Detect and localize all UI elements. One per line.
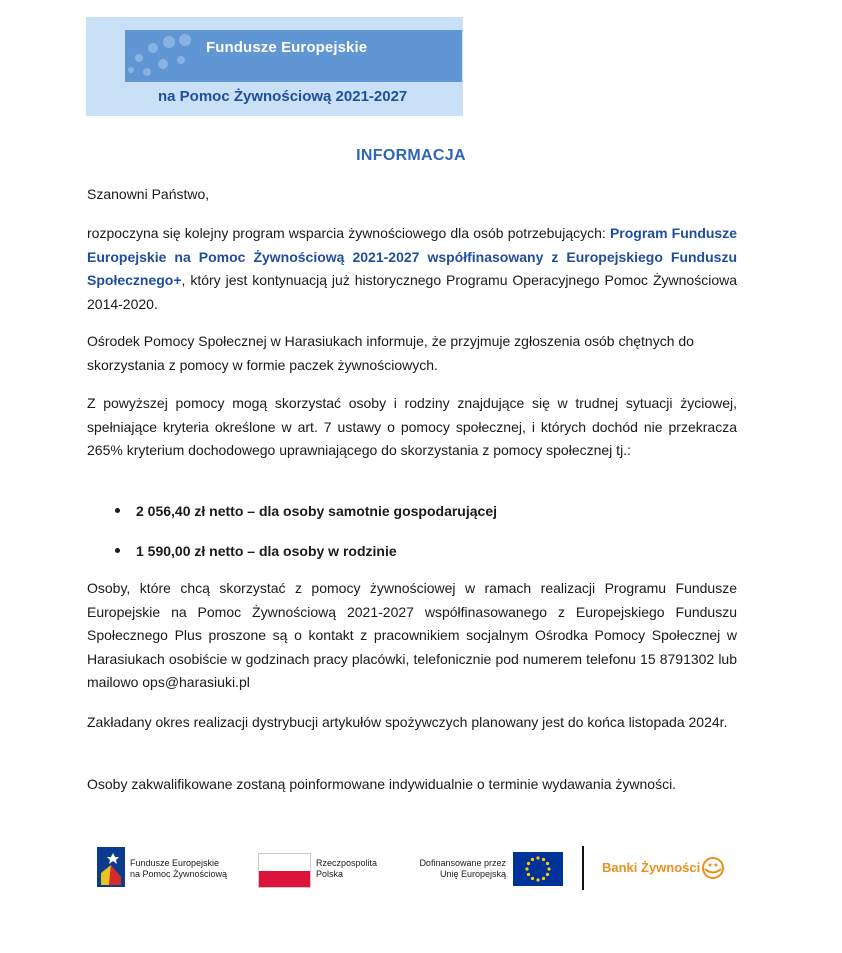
header-subtitle: na Pomoc Żywnościową 2021-2027: [158, 88, 408, 105]
paragraph-criteria: Z powyższej pomocy mogą skorzystać osoby i rodziny znajdujące się w trudnej sytuacji życiowej, spełniające kryteria określone w art. 7 ustawy o pomocy społecznej, i których dochód nie przekracza 265% kryterium dochodowego uprawniającego do skorzystania z pomocy społecznej tj.:: [87, 395, 737, 458]
paragraph-program: [87, 222, 737, 316]
paragraph-ops-info: Ośrodek Pomocy Społecznej w Harasiukach informuje, że przyjmuje zgłoszenia osób chętnych do skorzystania z pomocy w formie paczek żywnościowych.: [87, 333, 694, 373]
eu-flag-icon: [513, 852, 563, 886]
header-title: Fundusze Europejskie: [206, 39, 368, 56]
paragraph-program-rest: , który jest kontynuacją już historycznego Programu Operacyjnego Pomoc Żywnościowa 2014-2020.: [87, 272, 737, 312]
eu-logo-text: [406, 858, 506, 880]
rp-line1: Rzeczpospolita: [316, 858, 378, 868]
fe-logo-text: [130, 858, 227, 880]
poland-flag-icon: [258, 853, 311, 888]
rp-logo-text: [316, 858, 377, 880]
eu-stars-icon: [125, 30, 195, 82]
document-heading: INFORMACJA: [356, 147, 466, 164]
bullet-text: 2 056,40 zł netto – dla osoby samotnie gospodarującej: [136, 503, 497, 519]
bullet-item: [115, 543, 397, 559]
banki-zywnosci-text: Banki Żywności: [602, 860, 701, 875]
fe-logo-icon: [97, 847, 125, 892]
paragraph-notice: Osoby zakwalifikowane zostaną poinformowane indywidualnie o terminie wydawania żywności.: [87, 776, 677, 792]
bullet-dot-icon: [115, 508, 120, 513]
fe-line2: na Pomoc Żywnościową: [130, 869, 228, 879]
fe-line1: Fundusze Europejskie: [130, 858, 220, 868]
paragraph-program-intro: rozpoczyna się kolejny program wsparcia żywnościowego dla osób potrzebujących:: [87, 225, 606, 241]
paragraph-period: Zakładany okres realizacji dystrybucji artykułów spożywczych planowany jest do końca listopada 2024r.: [87, 714, 728, 730]
eu-line1: Dofinansowane przez: [419, 858, 506, 868]
bullet-item: [115, 503, 497, 519]
paragraph-contact: Osoby, które chcą skorzystać z pomocy żywnościowej w ramach realizacji Programu Fundusze Europejskie na Pomoc Żywnościową 2021-2027 współfinasowanego z Europejskiego Funduszu Społecznego Plus proszone są o kontakt z pracownikiem socjalnym Ośrodka Pomocy Społecznej w Harasiukach osobiście w godzinach pracy placówki, telefonicznie pod numerem telefonu 15 8791302 lub mailowo ops@harasiuki.pl: [87, 580, 737, 690]
footer-divider: [582, 846, 584, 890]
eu-line2: Unię Europejską: [439, 869, 506, 879]
bullet-dot-icon: [115, 548, 120, 553]
greeting: Szanowni Państwo,: [87, 186, 210, 202]
bullet-text: 1 590,00 zł netto – dla osoby w rodzinie: [136, 543, 397, 559]
banki-zywnosci-logo-icon: [700, 856, 726, 885]
rp-line2: Polska: [316, 869, 344, 879]
program-name: Program Fundusze Europejskie na Pomoc Żywnościową 2021-2027 współfinasowany z Europejskiego Funduszu Społecznego+: [87, 225, 738, 288]
